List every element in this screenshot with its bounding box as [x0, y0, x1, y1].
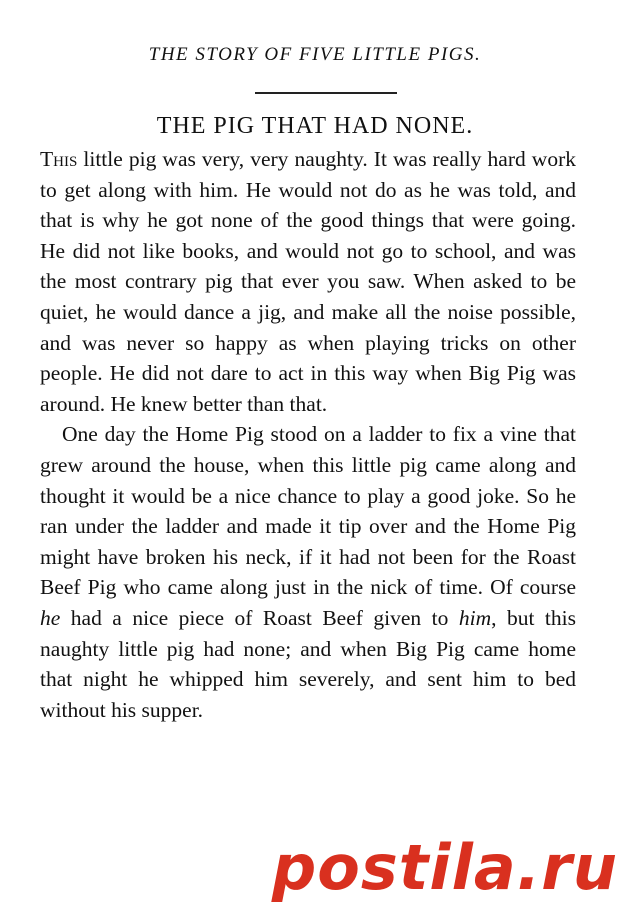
paragraph-2-part2: had a nice piece of Roast Beef given to [60, 605, 459, 630]
paragraph-1 [40, 144, 576, 419]
paragraph-2-part3: , but this naughty little pig had none; and when Big Pig came home that night he whipped him severely, and sent him to bed without his supper. [40, 605, 576, 722]
title-rule [255, 92, 397, 94]
paragraph-1-lead: This [40, 147, 78, 171]
paragraph-1-text: little pig was very, very naughty. It was really hard work to get along with him. He would not do as he was told, and that is why he got none of the good things that were going. He did not like books, and would not go to school, and was the most contrary pig that ever you saw. When asked to be quiet, he would dance a jig, and make all the noise possible, and was never so happy as when playing tricks on other people. He did not dare to act in this way when Big Pig was around. He knew better than that. [40, 147, 576, 416]
chapter-title: THE PIG THAT HAD NONE. [156, 113, 474, 139]
paragraph-2-emphasis-him: him [458, 605, 492, 630]
watermark-logo: postila.ru [271, 831, 618, 904]
running-head: THE STORY OF FIVE LITTLE PIGS. [148, 44, 482, 65]
body-text [40, 144, 576, 725]
paragraph-2 [40, 419, 576, 725]
paragraph-2-emphasis-he: he [40, 605, 61, 630]
paragraph-2-part1: One day the Home Pig stood on a ladder to fix a vine that grew around the house, when this little pig came along and thought it would be a nice chance to play a good joke. So he ran under the ladder and made it tip over and the Home Pig might have broken his neck, if it had not been for the Roast Beef Pig who came along just in the nick of time. Of course [40, 422, 576, 600]
